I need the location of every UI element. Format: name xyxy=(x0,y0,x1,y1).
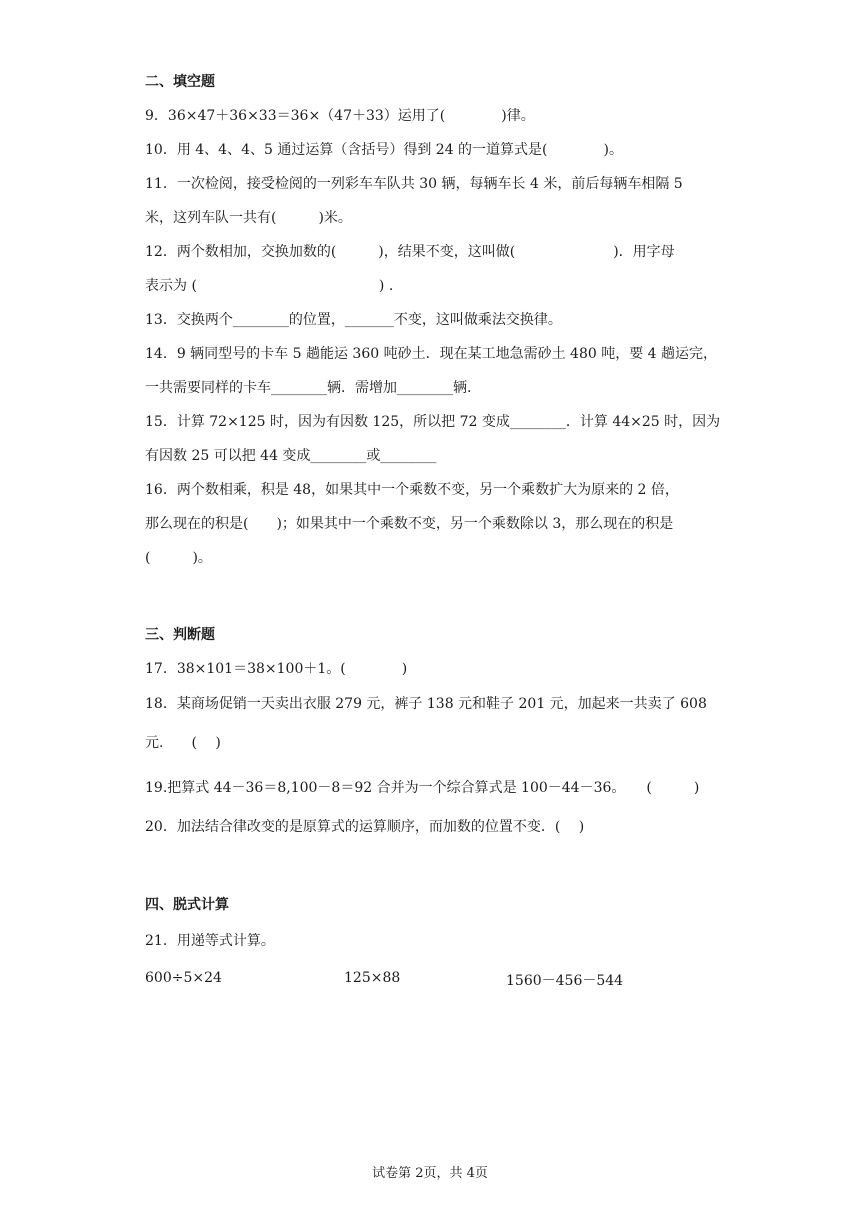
question-20: 20．加法结合律改变的是原算式的运算顺序，而加数的位置不变．( ) xyxy=(145,819,585,835)
question-21: 21．用递等式计算。 xyxy=(145,933,275,949)
question-13: 13．交换两个________的位置，_______不变，这叫做乘法交换律。 xyxy=(145,312,562,328)
section-heading-true-false: 三、判断题 xyxy=(145,627,215,643)
question-15-line1: 15．计算 72×125 时，因为有因数 125，所以把 72 变成________．计算 44×25 时，因为 xyxy=(145,414,721,430)
question-16-line1: 16．两个数相乘，积是 48，如果其中一个乘数不变，另一个乘数扩大为原来的 2 倍， xyxy=(145,482,679,498)
question-18-line2: 元. ( ) xyxy=(145,735,221,751)
question-11-line2: 米，这列车队一共有( )米。 xyxy=(145,210,352,226)
question-10: 10．用 4、4、4、5 通过运算（含括号）得到 24 的一道算式是( )。 xyxy=(145,142,623,158)
question-16-line3: ( )。 xyxy=(145,550,212,566)
calc-problem-3: 1560－456－544 xyxy=(506,973,624,989)
question-11-line1: 11．一次检阅，接受检阅的一列彩车车队共 30 辆，每辆车长 4 米，前后每辆车相隔 5 xyxy=(145,176,683,192)
section-heading-calculation: 四、脱式计算 xyxy=(145,897,229,913)
section-heading-fill-in: 二、填空题 xyxy=(145,74,215,90)
question-9: 9．36×47＋36×33＝36×（47＋33）运用了( )律。 xyxy=(145,108,535,124)
calc-problem-2: 125×88 xyxy=(344,970,401,986)
question-15-line2: 有因数 25 可以把 44 变成________或________ xyxy=(145,448,437,464)
page-footer: 试卷第 2页，共 4页 xyxy=(372,1166,488,1181)
question-18-line1: 18．某商场促销一天卖出衣服 279 元，裤子 138 元和鞋子 201 元，加起来一共卖了 608 xyxy=(145,696,707,712)
question-17: 17．38×101＝38×100＋1。( ) xyxy=(145,661,408,677)
calc-problem-1: 600÷5×24 xyxy=(145,970,222,986)
question-12-line1: 12．两个数相加，交换加数的( )，结果不变，这叫做( )．用字母 xyxy=(145,244,675,260)
question-16-line2: 那么现在的积是( )；如果其中一个乘数不变，另一个乘数除以 3，那么现在的积是 xyxy=(145,516,674,532)
question-19: 19.把算式 44－36＝8,100－8＝92 合并为一个综合算式是 100－44－36。 ( ) xyxy=(145,780,700,796)
question-12-line2: 表示为 ( ) . xyxy=(145,278,394,294)
question-14-line1: 14．9 辆同型号的卡车 5 趟能运 360 吨砂土．现在某工地急需砂土 480 吨，要 4 趟运完， xyxy=(145,346,718,362)
question-14-line2: 一共需要同样的卡车________辆．需增加________辆. xyxy=(145,380,472,396)
